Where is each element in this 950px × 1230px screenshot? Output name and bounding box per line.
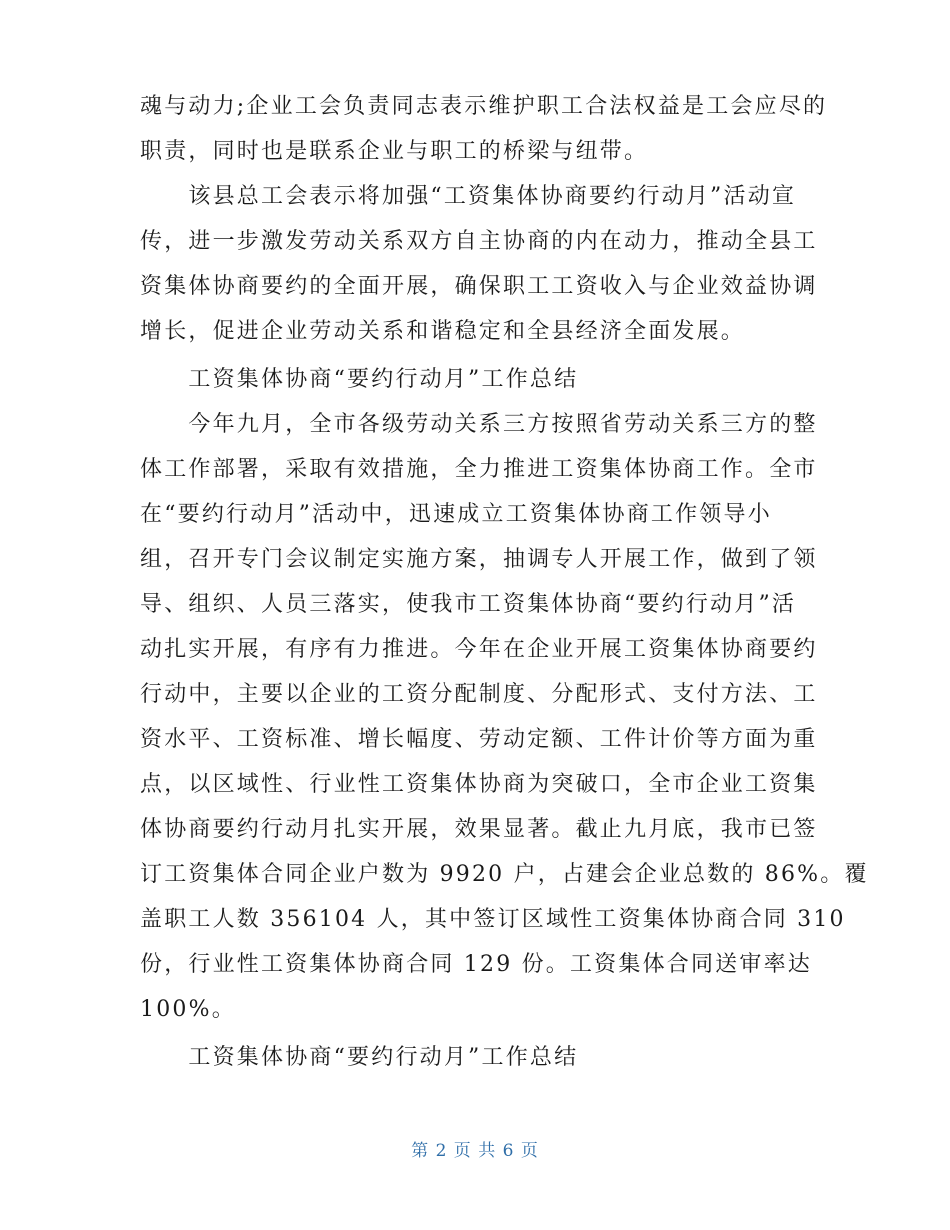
text-line: 订工资集体合同企业户数为 9920 户，占建会企业总数的 86%。覆 [140, 862, 869, 887]
text-line: 点，以区域性、行业性工资集体协商为突破口，全市企业工资集 [140, 772, 818, 797]
text-line: 该县总工会表示将加强“工资集体协商要约行动月”活动宣 [140, 184, 797, 209]
text-line: 传，进一步激发劳动关系双方自主协商的内在动力，推动全县工 [140, 229, 818, 254]
text-line: 组，召开专门会议制定实施方案，抽调专人开展工作，做到了领 [140, 547, 818, 572]
text-line: 动扎实开展，有序有力推进。今年在企业开展工资集体协商要约 [140, 637, 818, 662]
text-line: 魂与动力;企业工会负责同志表示维护职工合法权益是工会应尽的 [140, 94, 828, 119]
text-line: 增长，促进企业劳动关系和谐稳定和全县经济全面发展。 [140, 319, 746, 344]
text-line: 导、组织、人员三落实，使我市工资集体协商“要约行动月”活 [140, 592, 797, 617]
page-number-footer: 第 2 页 共 6 页 [411, 1141, 539, 1161]
text-line: 行动中，主要以企业的工资分配制度、分配形式、支付方法、工 [140, 682, 818, 707]
text-line: 体协商要约行动月扎实开展，效果显著。截止九月底，我市已签 [140, 817, 818, 842]
text-line: 份，行业性工资集体协商合同 129 份。工资集体合同送审率达 [140, 952, 812, 977]
text-line: 职责，同时也是联系企业与职工的桥梁与纽带。 [140, 139, 649, 164]
text-line: 在“要约行动月”活动中，迅速成立工资集体协商工作领导小 [140, 502, 772, 527]
text-line: 资水平、工资标准、增长幅度、劳动定额、工件计价等方面为重 [140, 727, 818, 752]
text-line: 资集体协商要约的全面开展，确保职工工资收入与企业效益协调 [140, 274, 818, 299]
text-line: 今年九月，全市各级劳动关系三方按照省劳动关系三方的整 [140, 412, 818, 437]
section-heading: 工资集体协商“要约行动月”工作总结 [140, 367, 579, 392]
text-line: 盖职工人数 356104 人，其中签订区域性工资集体协商合同 310 [140, 907, 846, 932]
text-line: 体工作部署，采取有效措施，全力推进工资集体协商工作。全市 [140, 457, 818, 482]
text-line: 100%。 [140, 997, 236, 1022]
section-heading: 工资集体协商“要约行动月”工作总结 [140, 1045, 579, 1070]
